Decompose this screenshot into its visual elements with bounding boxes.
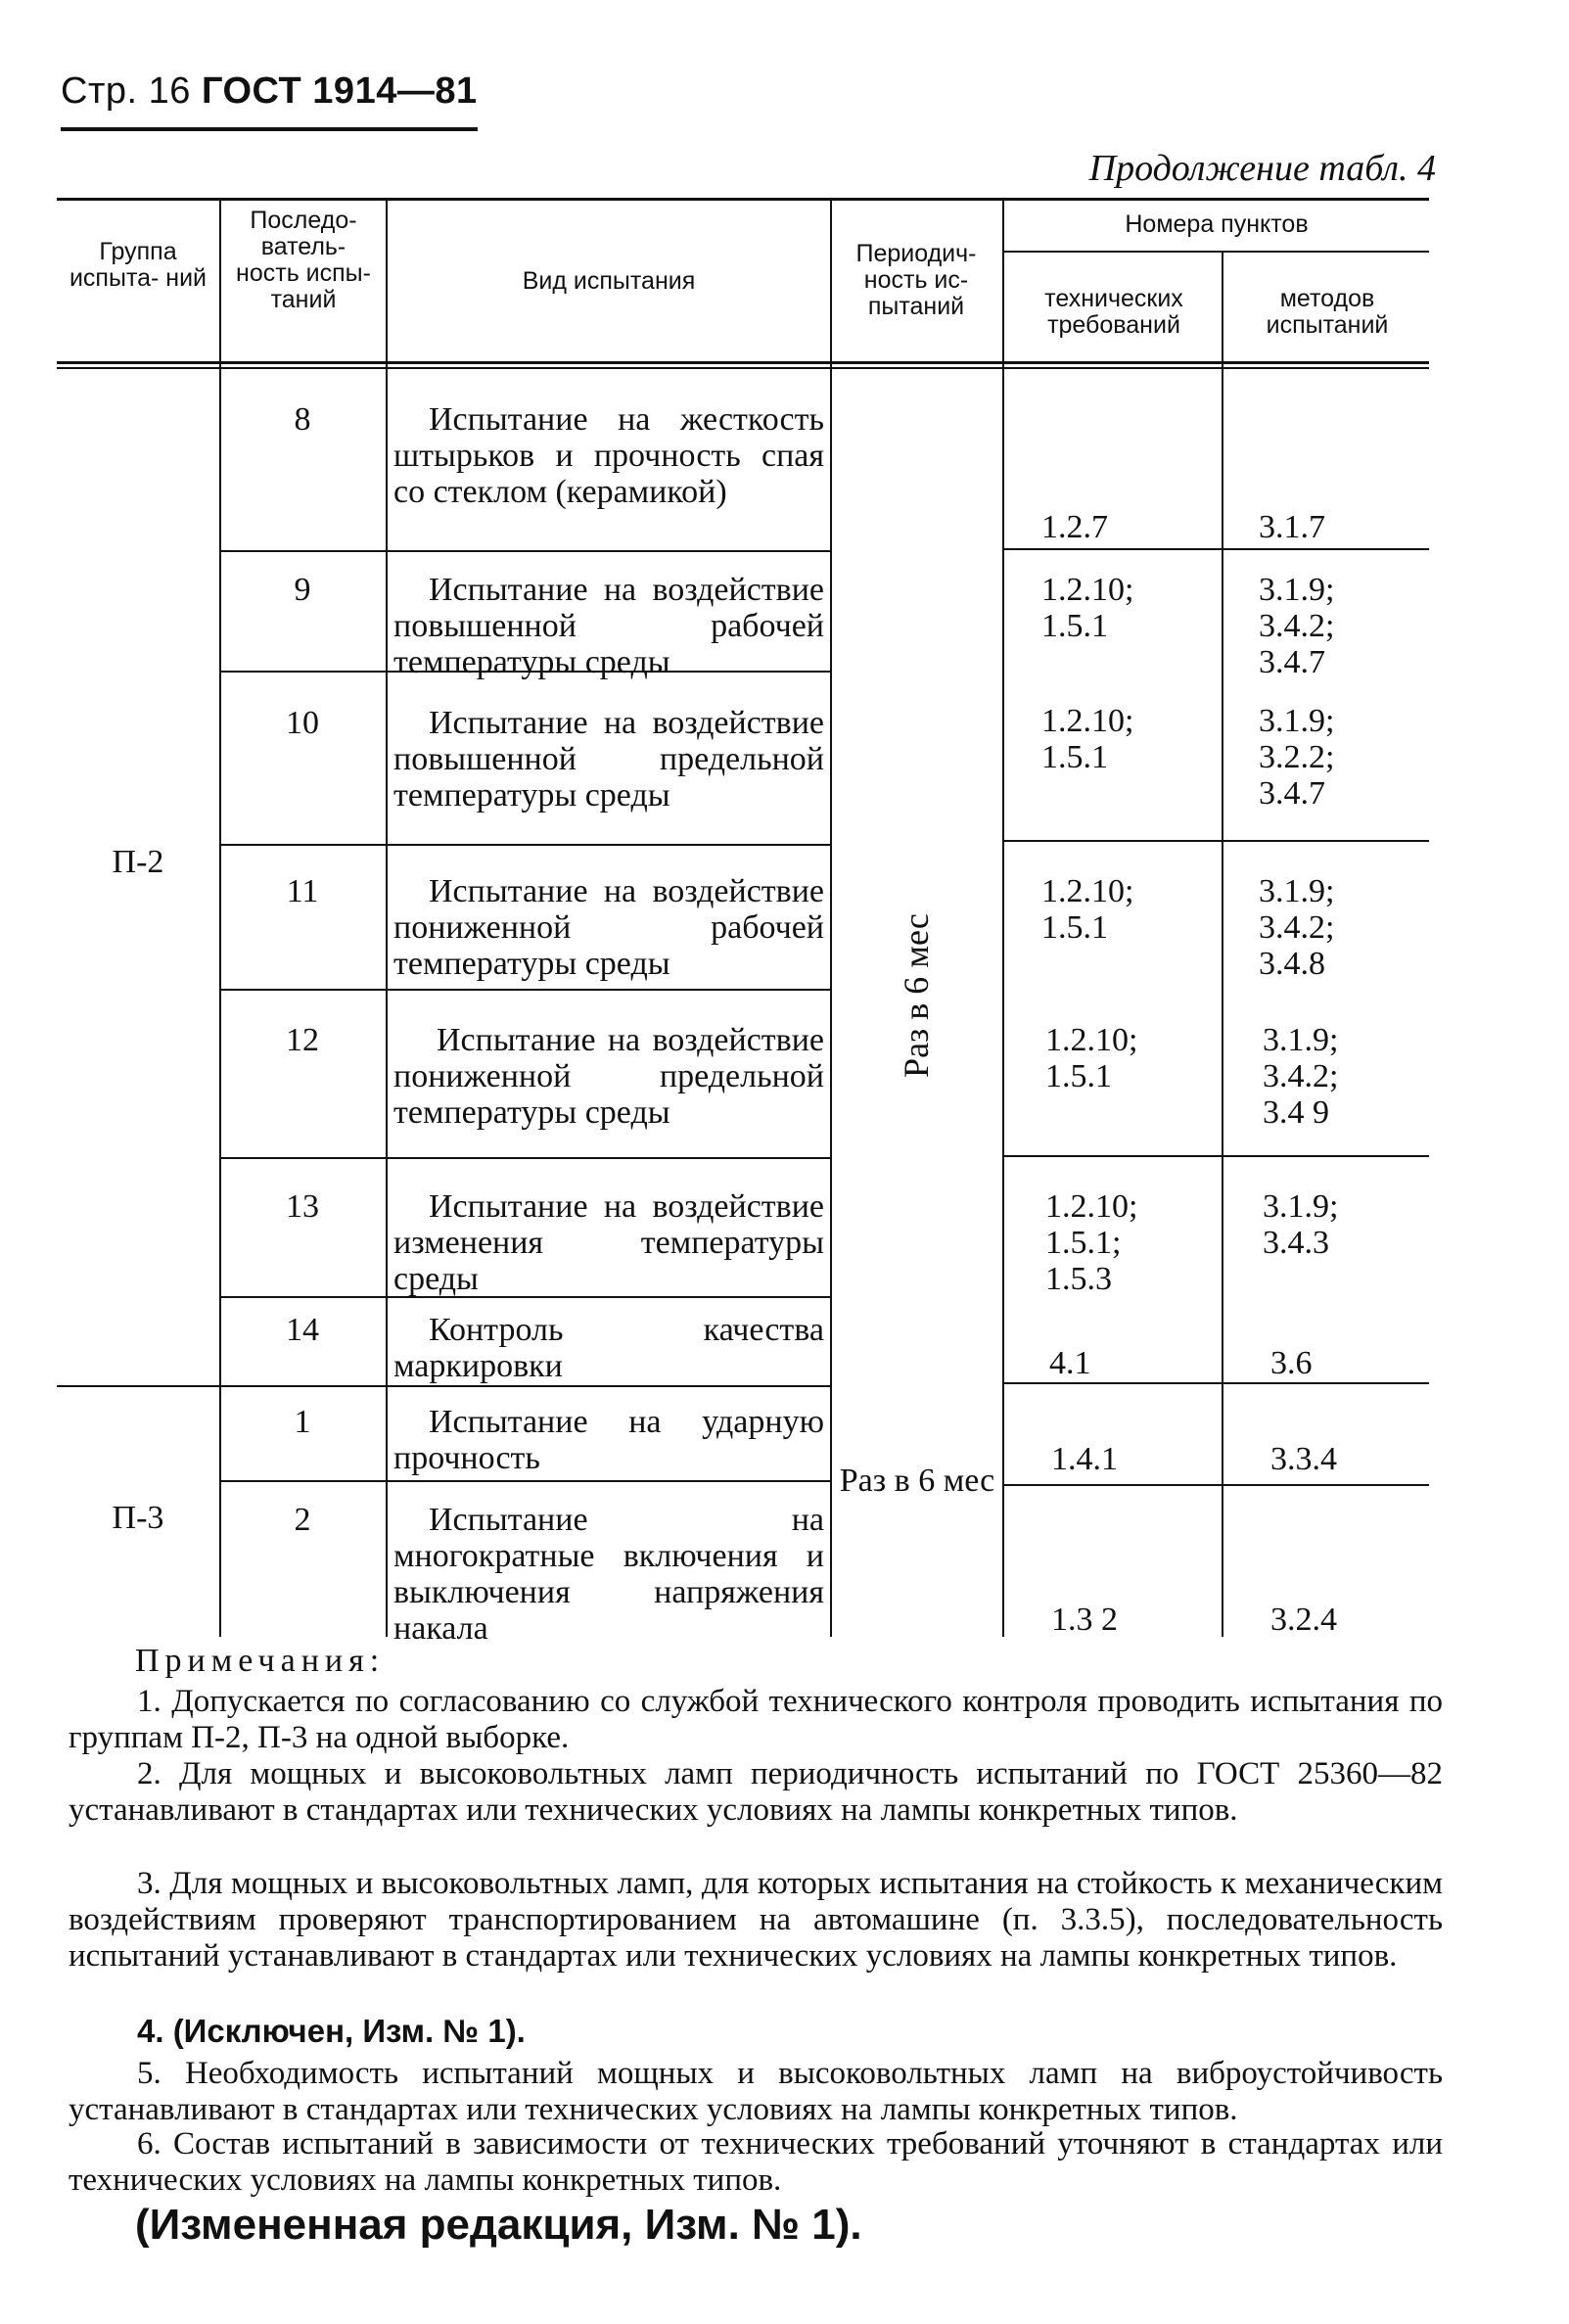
ref-sep-14 bbox=[1002, 1382, 1429, 1384]
note-4: 4. (Исключен, Изм. № 1). bbox=[137, 2013, 526, 2049]
tech-requirement-ref: 1.2.10; 1.5.1 bbox=[1041, 873, 1134, 946]
test-method-ref: 3.2.4 bbox=[1270, 1602, 1337, 1638]
page-label: Стр. 16 bbox=[61, 70, 191, 112]
seq-number: 2 bbox=[294, 1502, 311, 1538]
tech-requirement-ref: 4.1 bbox=[1049, 1345, 1091, 1381]
col-divider-5 bbox=[1222, 251, 1223, 1637]
row-sep-14 bbox=[57, 1385, 830, 1387]
note-6: 6. Состав испытаний в зависимости от технических требований уточняют в стандартах или технических условиях на лампы конкретных типов. bbox=[69, 2126, 1443, 2198]
standard-code: ГОСТ 1914—81 bbox=[201, 70, 478, 112]
test-method-ref: 3.1.9; 3.4.3 bbox=[1263, 1188, 1339, 1261]
page-header bbox=[61, 70, 478, 113]
tech-requirement-ref: 1.4.1 bbox=[1051, 1441, 1118, 1477]
note-5: 5. Необходимость испытаний мощных и высоковольтных ламп на виброустойчивость устанавливают в стандартах или технических условиях на лампы конкретных типов. bbox=[69, 2056, 1443, 2127]
col-header-tech-requirements: технических требований bbox=[1044, 285, 1183, 339]
col-header-sequence: Последо- ватель- ность испы- таний bbox=[236, 207, 371, 313]
test-type: Испытание на жесткость штырьков и прочность спая со стеклом (керамикой) bbox=[393, 401, 824, 510]
col-divider-4 bbox=[1002, 198, 1004, 1637]
col-header-clause-numbers: Номера пунктов bbox=[1125, 210, 1309, 238]
table-top-rule bbox=[57, 198, 1429, 201]
amended-edition-note: (Измененная редакция, Изм. № 1). bbox=[135, 2201, 862, 2249]
col-divider-2 bbox=[386, 198, 388, 1637]
test-method-ref: 3.6 bbox=[1270, 1345, 1313, 1381]
header-rule bbox=[61, 127, 478, 131]
col-header-periodicity: Периодич- ность ис- пытаний bbox=[855, 240, 977, 320]
test-method-ref: 3.1.7 bbox=[1259, 509, 1325, 545]
seq-number: 1 bbox=[294, 1404, 311, 1440]
note-3: 3. Для мощных и высоковольтных ламп, для которых испытания на стойкость к механическим воздействиям проверяют транспортированием на автомашине (п. 3.3.5), последовательность испытаний устанавливают в стандартах или технических условиях на лампы конкретных типов. bbox=[69, 1866, 1443, 1974]
col-divider-3 bbox=[830, 198, 832, 1637]
tech-requirement-ref: 1.3 2 bbox=[1051, 1602, 1118, 1638]
seq-number: 10 bbox=[286, 705, 319, 741]
tech-requirement-ref: 1.2.10; 1.5.1 bbox=[1041, 703, 1134, 775]
seq-number: 12 bbox=[286, 1022, 319, 1058]
test-method-ref: 3.1.9; 3.4.2; 3.4.8 bbox=[1259, 873, 1335, 982]
ref-sep-10 bbox=[1002, 840, 1429, 842]
tests-table bbox=[57, 198, 1429, 1647]
ref-sep-12 bbox=[1002, 1155, 1429, 1157]
ref-sep-p3-1 bbox=[1002, 1484, 1429, 1486]
note-2: 2. Для мощных и высоковольтных ламп периодичность испытаний по ГОСТ 25360—82 устанавливают в стандартах или технических условиях на лампы конкретных типов. bbox=[69, 1756, 1443, 1828]
test-type: Испытание на воздействие изменения температуры среды bbox=[393, 1188, 824, 1297]
periodicity-p3: Раз в 6 мес bbox=[839, 1463, 995, 1499]
test-type: Испытание на воздействие пониженной рабочей температуры среды bbox=[393, 873, 824, 982]
seq-number: 13 bbox=[286, 1188, 319, 1225]
test-type: Испытание на многократные включения и выключения напряжения накала bbox=[393, 1502, 824, 1647]
tech-requirement-ref: 1.2.10; 1.5.1 bbox=[1045, 1022, 1138, 1094]
test-type: Контроль качества маркировки bbox=[393, 1312, 824, 1384]
ref-sep-8 bbox=[1002, 548, 1429, 550]
test-method-ref: 3.1.9; 3.4.2; 3.4 9 bbox=[1263, 1022, 1339, 1131]
header-subrule bbox=[1002, 251, 1429, 253]
tech-requirement-ref: 1.2.10; 1.5.1; 1.5.3 bbox=[1045, 1188, 1138, 1297]
row-sep-12 bbox=[219, 1157, 830, 1159]
group-p2: П-2 bbox=[112, 844, 164, 880]
seq-number: 8 bbox=[294, 401, 311, 438]
row-sep-11 bbox=[219, 989, 830, 991]
test-method-ref: 3.1.9; 3.4.2; 3.4.7 bbox=[1259, 572, 1335, 680]
periodicity-p2: Раз в 6 мес bbox=[897, 913, 936, 1078]
note-1: 1. Допускается по согласованию со службой технического контроля проводить испытания по группам П-2, П-3 на одной выборке. bbox=[69, 1684, 1443, 1755]
col-header-group: Группа испыта- ний bbox=[69, 238, 208, 292]
notes-title: Примечания: bbox=[135, 1643, 386, 1679]
test-type: Испытание на воздействие повышенной рабочей температуры среды bbox=[393, 572, 824, 680]
seq-number: 9 bbox=[294, 572, 311, 608]
col-header-test-methods: методов испытаний bbox=[1266, 285, 1389, 339]
table-continuation-title: Продолжение табл. 4 bbox=[1088, 148, 1436, 189]
test-type: Испытание на воздействие повышенной предельной температуры среды bbox=[393, 705, 824, 813]
test-type: Испытание на ударную прочность bbox=[393, 1404, 824, 1476]
row-sep-10 bbox=[219, 844, 830, 846]
tech-requirement-ref: 1.2.7 bbox=[1041, 509, 1108, 545]
test-method-ref: 3.1.9; 3.2.2; 3.4.7 bbox=[1259, 703, 1335, 812]
test-method-ref: 3.3.4 bbox=[1270, 1441, 1337, 1477]
seq-number: 11 bbox=[286, 873, 319, 909]
group-p3: П-3 bbox=[112, 1500, 164, 1536]
test-type: Испытание на воздействие пониженной предельной температуры среды bbox=[393, 1022, 824, 1131]
col-header-test-type: Вид испытания bbox=[522, 267, 696, 295]
row-sep-p3-1 bbox=[219, 1480, 830, 1482]
seq-number: 14 bbox=[286, 1312, 319, 1348]
row-sep-8 bbox=[219, 550, 830, 552]
tech-requirement-ref: 1.2.10; 1.5.1 bbox=[1041, 572, 1134, 644]
